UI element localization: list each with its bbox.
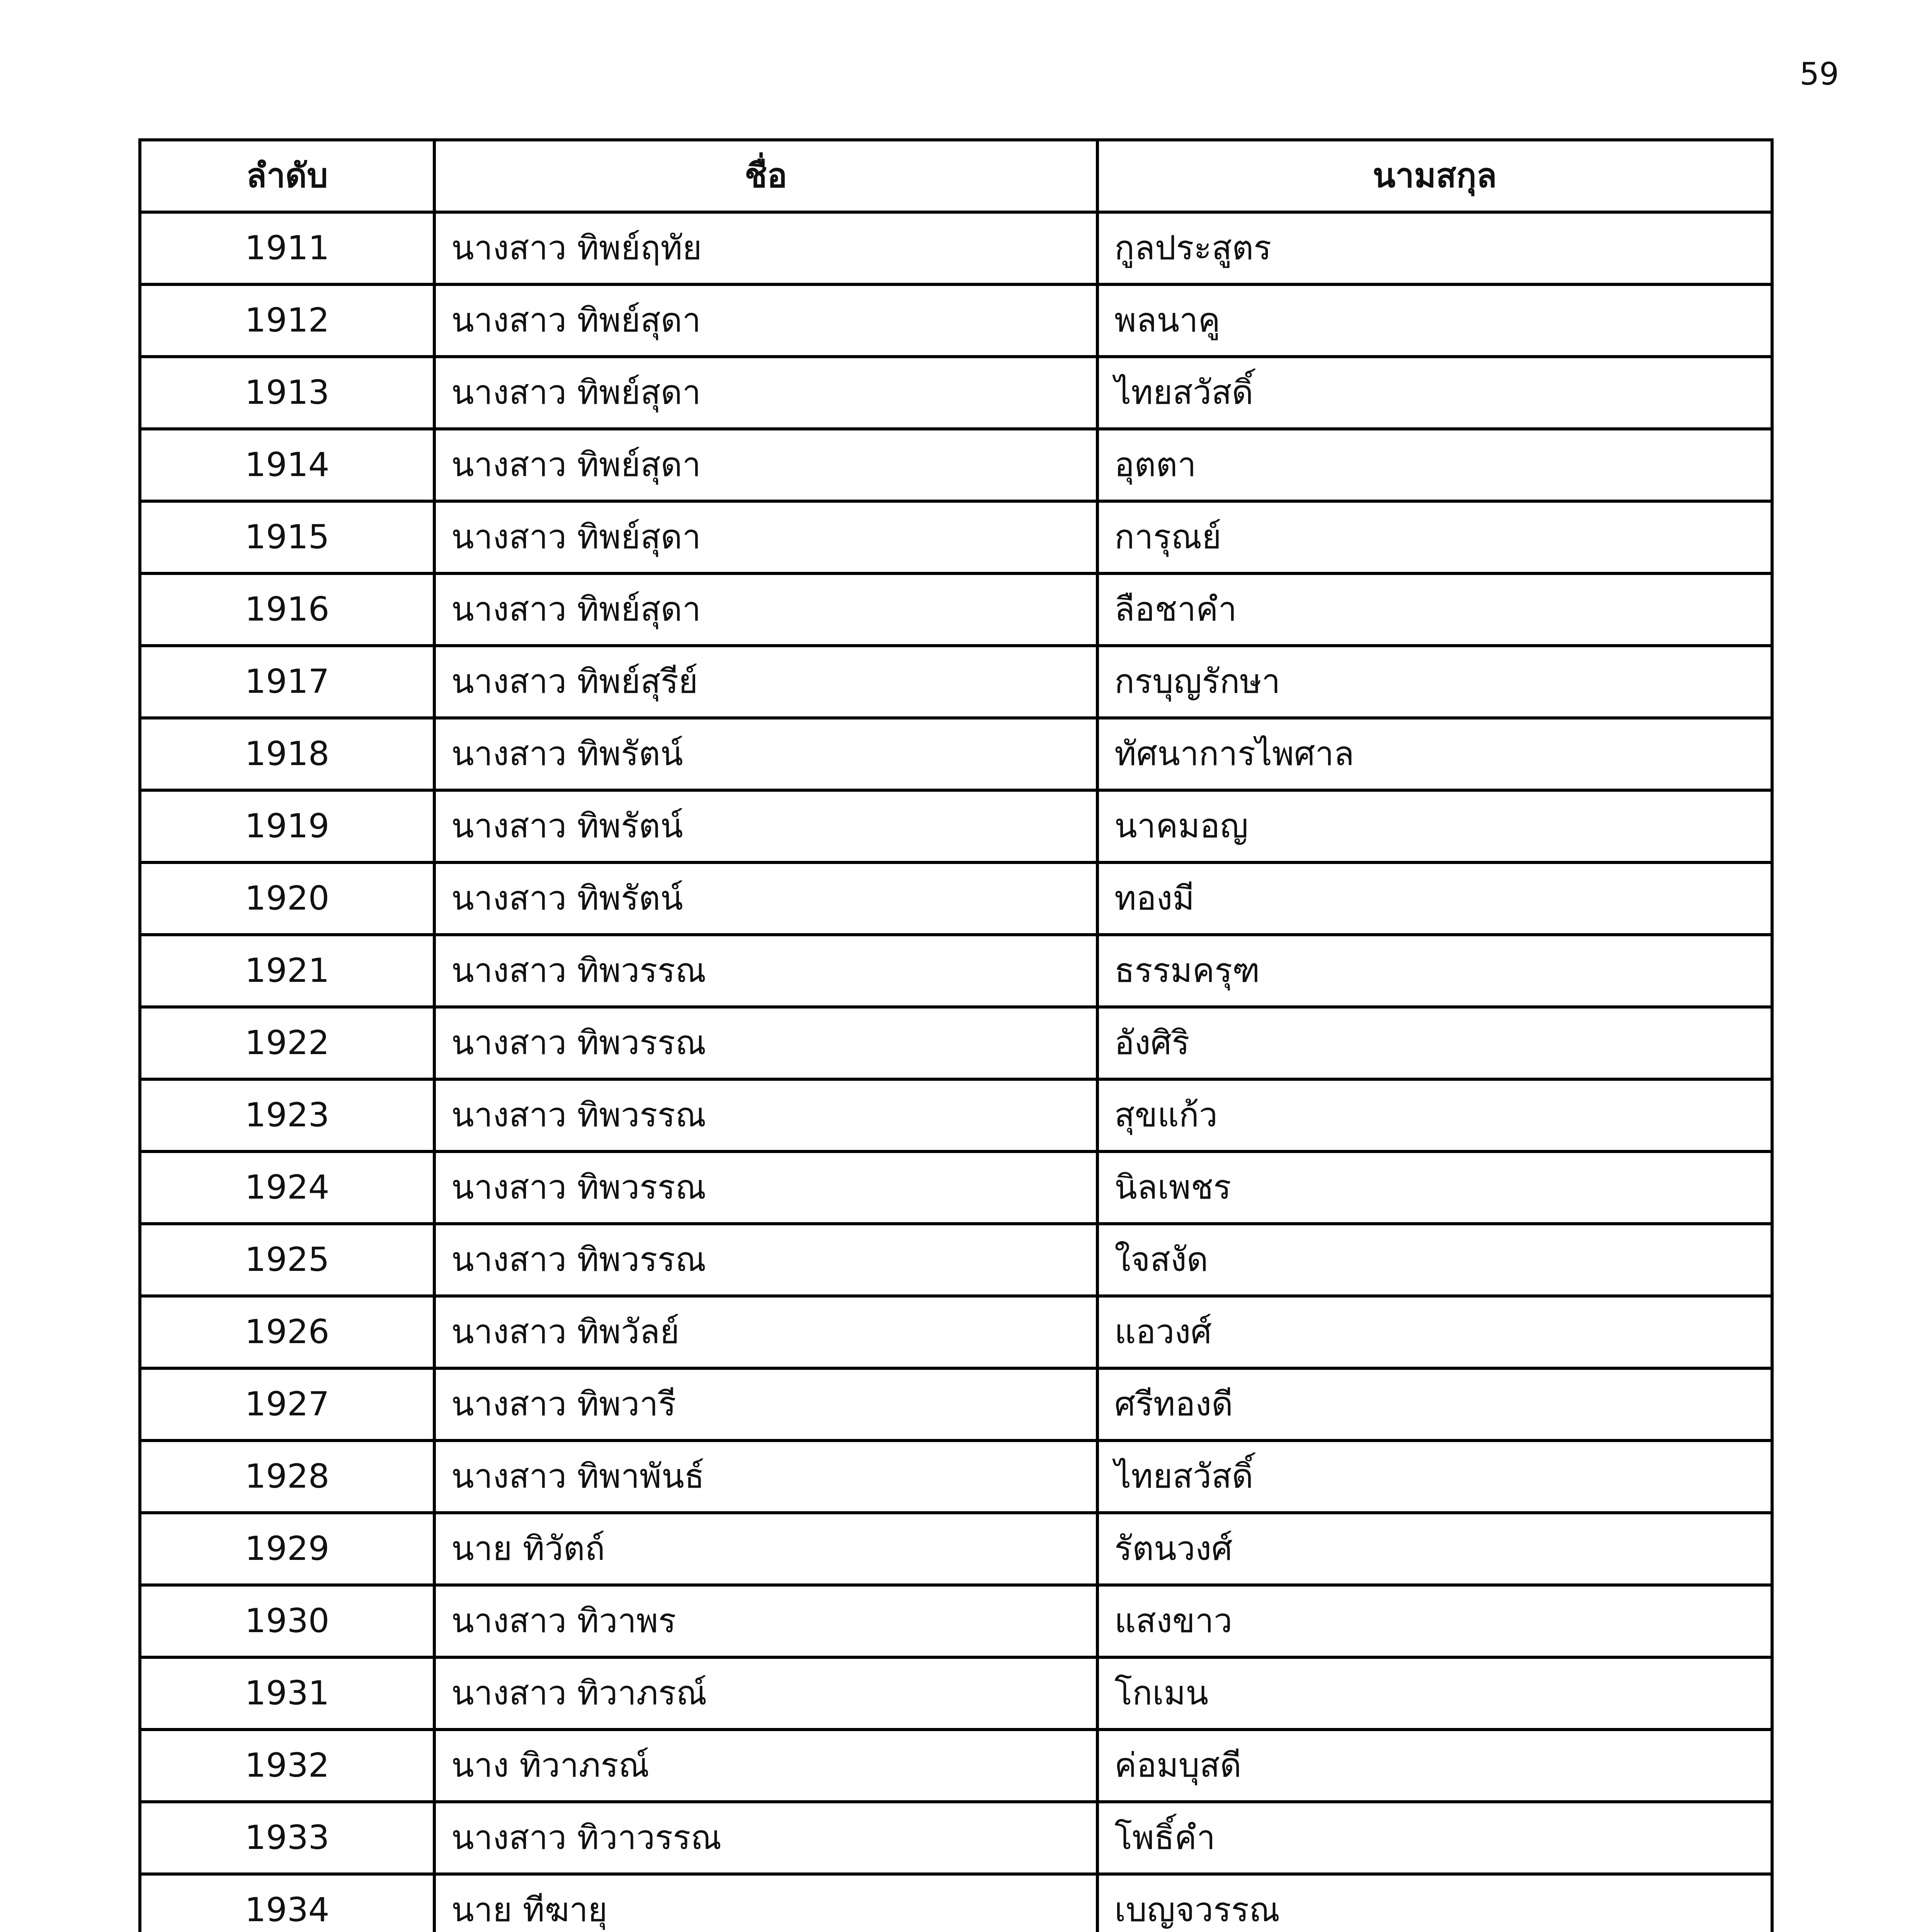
cell-seq: 1926 xyxy=(140,1296,434,1368)
cell-surname: รัตนวงศ์ xyxy=(1097,1513,1772,1585)
cell-name: นางสาว ทิวาพร xyxy=(434,1585,1097,1657)
cell-seq: 1930 xyxy=(140,1585,434,1657)
table-row xyxy=(140,1296,1772,1368)
cell-seq: 1916 xyxy=(140,573,434,646)
cell-seq: 1928 xyxy=(140,1440,434,1513)
cell-seq: 1918 xyxy=(140,718,434,790)
table-row xyxy=(140,212,1772,284)
cell-name: นางสาว ทิพวรรณ xyxy=(434,1007,1097,1079)
table-row xyxy=(140,1513,1772,1585)
cell-seq: 1919 xyxy=(140,790,434,862)
cell-name: นางสาว ทิพย์สุดา xyxy=(434,573,1097,646)
table-row xyxy=(140,357,1772,429)
roster-table xyxy=(138,138,1774,1932)
cell-surname: อังศิริ xyxy=(1097,1007,1772,1079)
cell-name: นาย ทีฆายุ xyxy=(434,1874,1097,1932)
cell-name: นาง ทิวาภรณ์ xyxy=(434,1730,1097,1802)
cell-name: นางสาว ทิวาภรณ์ xyxy=(434,1657,1097,1730)
cell-seq: 1913 xyxy=(140,357,434,429)
cell-surname: กรบุญรักษา xyxy=(1097,646,1772,718)
cell-name: นางสาว ทิพวรรณ xyxy=(434,935,1097,1007)
cell-surname: แอวงศ์ xyxy=(1097,1296,1772,1368)
cell-seq: 1924 xyxy=(140,1151,434,1224)
cell-name: นางสาว ทิวาวรรณ xyxy=(434,1802,1097,1874)
cell-name: นางสาว ทิพวรรณ xyxy=(434,1151,1097,1224)
table-row xyxy=(140,1368,1772,1440)
cell-surname: โพธิ์คำ xyxy=(1097,1802,1772,1874)
cell-name: นางสาว ทิพาพันธ์ xyxy=(434,1440,1097,1513)
cell-seq: 1920 xyxy=(140,862,434,935)
table-row xyxy=(140,1224,1772,1296)
cell-name: นางสาว ทิพวรรณ xyxy=(434,1224,1097,1296)
cell-name: นางสาว ทิพย์สุดา xyxy=(434,429,1097,501)
table-row xyxy=(140,1802,1772,1874)
table-row xyxy=(140,935,1772,1007)
cell-name: นางสาว ทิพรัตน์ xyxy=(434,790,1097,862)
cell-surname: ทัศนาการไพศาล xyxy=(1097,718,1772,790)
table-row xyxy=(140,646,1772,718)
cell-seq: 1934 xyxy=(140,1874,434,1932)
cell-seq: 1914 xyxy=(140,429,434,501)
header-name: ชื่อ xyxy=(434,140,1097,212)
cell-seq: 1925 xyxy=(140,1224,434,1296)
cell-surname: ธรรมครุฑ xyxy=(1097,935,1772,1007)
cell-surname: นิลเพชร xyxy=(1097,1151,1772,1224)
cell-name: นางสาว ทิพวัลย์ xyxy=(434,1296,1097,1368)
table-row xyxy=(140,1079,1772,1151)
cell-name: นางสาว ทิพย์สุดา xyxy=(434,357,1097,429)
cell-seq: 1929 xyxy=(140,1513,434,1585)
cell-seq: 1922 xyxy=(140,1007,434,1079)
cell-surname: พลนาคู xyxy=(1097,284,1772,357)
table-row xyxy=(140,284,1772,357)
table-row xyxy=(140,573,1772,646)
cell-surname: เบญจวรรณ xyxy=(1097,1874,1772,1932)
cell-seq: 1917 xyxy=(140,646,434,718)
table-row xyxy=(140,790,1772,862)
cell-name: นาย ทิวัตถ์ xyxy=(434,1513,1097,1585)
cell-name: นางสาว ทิพย์ฤทัย xyxy=(434,212,1097,284)
cell-seq: 1932 xyxy=(140,1730,434,1802)
table-row xyxy=(140,1874,1772,1932)
cell-surname: โกเมน xyxy=(1097,1657,1772,1730)
cell-seq: 1921 xyxy=(140,935,434,1007)
cell-surname: สุขแก้ว xyxy=(1097,1079,1772,1151)
cell-name: นางสาว ทิพย์สุรีย์ xyxy=(434,646,1097,718)
cell-surname: อุตตา xyxy=(1097,429,1772,501)
cell-surname: ค่อมบุสดี xyxy=(1097,1730,1772,1802)
table-row xyxy=(140,1657,1772,1730)
cell-surname: แสงขาว xyxy=(1097,1585,1772,1657)
cell-name: นางสาว ทิพวรรณ xyxy=(434,1079,1097,1151)
cell-surname: ศรีทองดี xyxy=(1097,1368,1772,1440)
cell-surname: ทองมี xyxy=(1097,862,1772,935)
cell-surname: การุณย์ xyxy=(1097,501,1772,573)
cell-seq: 1912 xyxy=(140,284,434,357)
cell-seq: 1933 xyxy=(140,1802,434,1874)
header-seq: ลำดับ xyxy=(140,140,434,212)
cell-name: นางสาว ทิพรัตน์ xyxy=(434,862,1097,935)
table-row xyxy=(140,1585,1772,1657)
table-row xyxy=(140,718,1772,790)
cell-seq: 1927 xyxy=(140,1368,434,1440)
table-row xyxy=(140,1440,1772,1513)
cell-name: นางสาว ทิพย์สุดา xyxy=(434,284,1097,357)
cell-name: นางสาว ทิพย์สุดา xyxy=(434,501,1097,573)
table-body xyxy=(140,212,1772,1932)
table-row xyxy=(140,862,1772,935)
cell-seq: 1915 xyxy=(140,501,434,573)
table-row xyxy=(140,1151,1772,1224)
table-row xyxy=(140,1007,1772,1079)
table-row xyxy=(140,429,1772,501)
cell-surname: ไทยสวัสดิ์ xyxy=(1097,1440,1772,1513)
page-number: 59 xyxy=(1800,56,1839,92)
cell-surname: ลือชาคำ xyxy=(1097,573,1772,646)
cell-surname: ใจสงัด xyxy=(1097,1224,1772,1296)
table-row xyxy=(140,501,1772,573)
cell-name: นางสาว ทิพวารี xyxy=(434,1368,1097,1440)
header-surname: นามสกุล xyxy=(1097,140,1772,212)
cell-surname: กูลประสูตร xyxy=(1097,212,1772,284)
cell-seq: 1931 xyxy=(140,1657,434,1730)
table-row xyxy=(140,1730,1772,1802)
table-header-row xyxy=(140,140,1772,212)
cell-seq: 1923 xyxy=(140,1079,434,1151)
cell-surname: ไทยสวัสดิ์ xyxy=(1097,357,1772,429)
cell-surname: นาคมอญ xyxy=(1097,790,1772,862)
cell-seq: 1911 xyxy=(140,212,434,284)
cell-name: นางสาว ทิพรัตน์ xyxy=(434,718,1097,790)
